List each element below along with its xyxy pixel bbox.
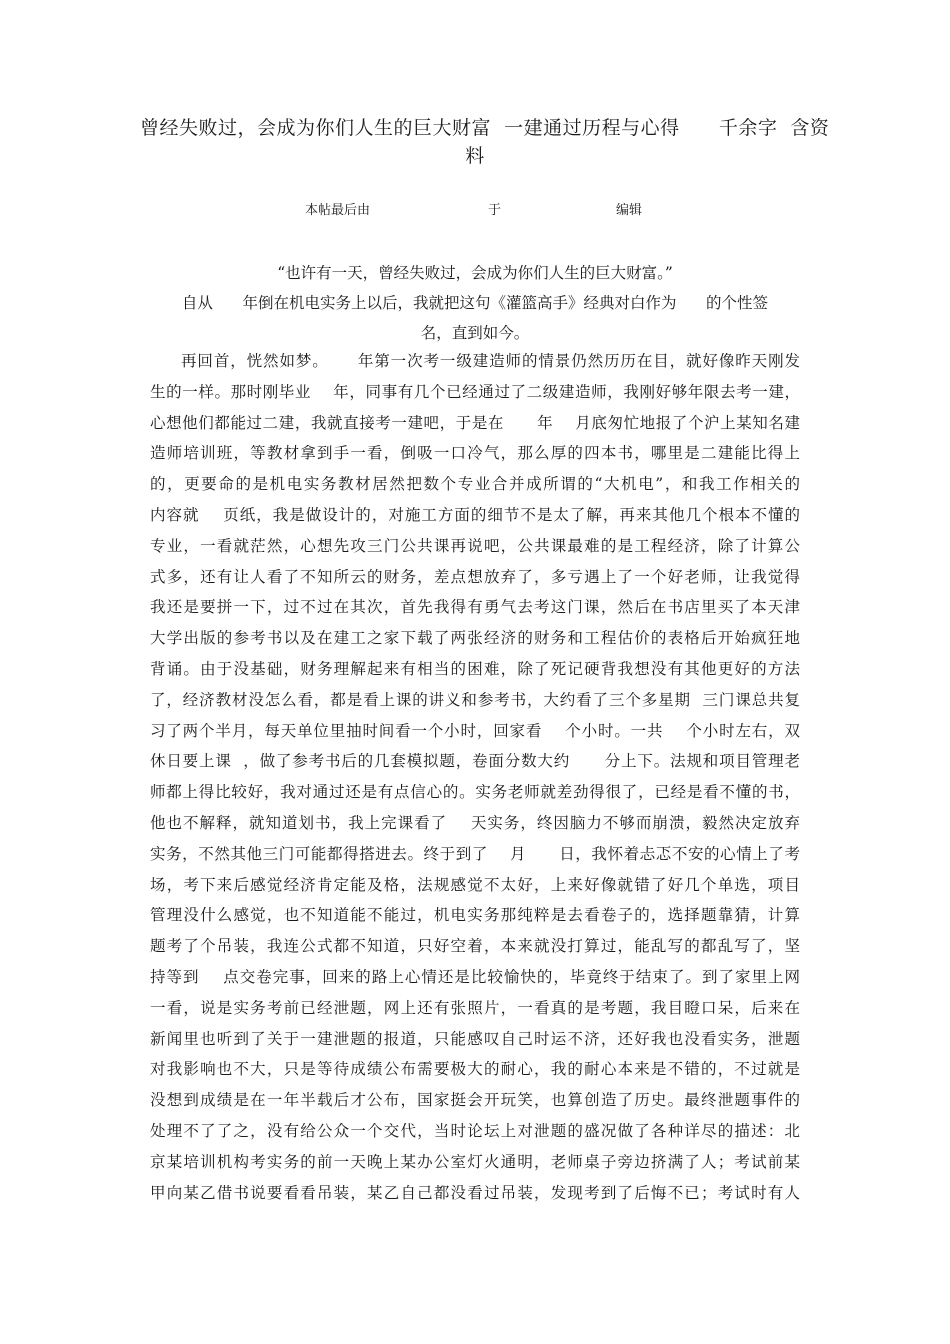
title-line-2: 料: [465, 145, 485, 167]
body-line: 造师培训班，等教材拿到手一看，倒吸一口冷气，那么厚的四本书，哪里是二建能比得上: [150, 444, 800, 463]
body-line: 式多，还有让人看了不知所云的财务，差点想放弃了，多亏遇上了一个好老师，让我觉得: [150, 567, 800, 586]
intro-paragraph: [150, 288, 800, 348]
edit-note-prefix: 本帖最后由: [305, 203, 371, 218]
body-line: 休日要上课 ，做了参考书后的几套模拟题，卷面分数大约 分上下。法规和项目管理老: [150, 752, 800, 771]
body-line: 题考了个吊装，我连公式都不知道，只好空着，本来就没打算过，能乱写的都乱写了，坚: [150, 937, 800, 956]
body-line: 京某培训机构考实务的前一天晚上某办公室灯火通明，老师桌子旁边挤满了人；考试前某: [150, 1152, 800, 1171]
body-line: 他也不解释，就知道划书，我上完课看了 天实务，终因脑力不够而崩溃，毅然决定放弃: [150, 813, 800, 832]
body-line: 大学出版的参考书以及在建工之家下载了两张经济的财务和工程估价的表格后开始疯狂地: [150, 629, 800, 648]
body-line: 心想他们都能过二建，我就直接考一建吧，于是在 年 月底匆忙地报了个沪上某知名建: [150, 413, 800, 432]
body-line: 我还是要拼一下，过不过在其次，首先我得有勇气去考这门课，然后在书店里买了本天津: [150, 598, 800, 617]
body-line: 甲向某乙借书说要看看吊装，某乙自己都没看过吊装，发现考到了后悔不已；考试时有人: [150, 1183, 800, 1202]
edit-note-at: 于: [488, 203, 502, 218]
intro-line-2: 名，直到如今。: [420, 324, 530, 342]
title-line-1: 曾经失败过，会成为你们人生的巨大财富 一建通过历程与心得 千余字 含资: [140, 117, 830, 139]
body-line: 持等到 点交卷完事，回来的路上心情还是比较愉快的，毕竟终于结束了。到了家里上网: [150, 967, 800, 986]
body-line: 管理没什么感觉，也不知道能不能过，机电实务那纯粹是去看卷子的，选择题靠猜，计算: [150, 906, 800, 925]
body-line: 对我影响也不大，只是等待成绩公布需要极大的耐心，我的耐心本来是不错的，不过就是: [150, 1060, 800, 1079]
edit-note-suffix: 编辑: [616, 203, 643, 218]
body-line: 没想到成绩是在一年半载后才公布，国家挺会开玩笑，也算创造了历史。最终泄题事件的: [150, 1091, 800, 1110]
body-line: 场，考下来后感觉经济肯定能及格，法规感觉不太好，上来好像就错了好几个单选，项目: [150, 875, 800, 894]
opening-quote: “也许有一天，曾经失败过，会成为你们人生的巨大财富。”: [277, 264, 673, 282]
body-line: 师都上得比较好，我对通过还是有点信心的。实务老师就差劲得很了，已经是看不懂的书，: [150, 783, 800, 802]
body-line: 专业，一看就茫然，心想先攻三门公共课再说吧，公共课最难的是工程经济，除了计算公: [150, 536, 800, 555]
body-line: 生的一样。那时刚毕业 年，同事有几个已经通过了二级建造师，我刚好够年限去考一建，: [150, 382, 800, 401]
body-line: 实务，不然其他三门可能都得搭进去。终于到了 月 日，我怀着忐忑不安的心情上了考: [150, 844, 800, 863]
body-line: 了，经济教材没怎么看，都是看上课的讲义和参考书，大约看了三个多星期 三门课总共复: [150, 690, 800, 709]
document-title: [140, 114, 830, 170]
body-line: 习了两个半月，每天单位里抽时间看一个小时，回家看 个小时。一共 个小时左右，双: [150, 721, 800, 740]
body-line: 处理不了了之，没有给公众一个交代，当时论坛上对泄题的盛况做了各种详尽的描述：北: [150, 1121, 800, 1140]
body-line: 的，更要命的是机电实务教材居然把数个专业合并成所谓的“大机电”，和我工作相关的: [150, 475, 800, 494]
intro-line-1: 自从 年倒在机电实务上以后，我就把这句《灌篮高手》经典对白作为 的个性签: [181, 294, 769, 312]
body-line: 再回首，恍然如梦。 年第一次考一级建造师的情景仍然历历在目，就好像昨天刚发: [181, 352, 800, 370]
body-line: 背诵。由于没基础，财务理解起来有相当的困难，除了死记硬背我想没有其他更好的方法: [150, 659, 800, 678]
body-line: 新闻里也听到了关于一建泄题的报道，只能感叹自己时运不济，还好我也没看实务，泄题: [150, 1029, 800, 1048]
body-line: 内容就 页纸，我是做设计的，对施工方面的细节不是太了解，再来其他几个根本不懂的: [150, 505, 800, 524]
body-paragraph: [150, 346, 800, 1208]
body-line: 一看，说是实务考前已经泄题，网上还有张照片，一看真的是考题，我目瞪口呆，后来在: [150, 998, 800, 1017]
